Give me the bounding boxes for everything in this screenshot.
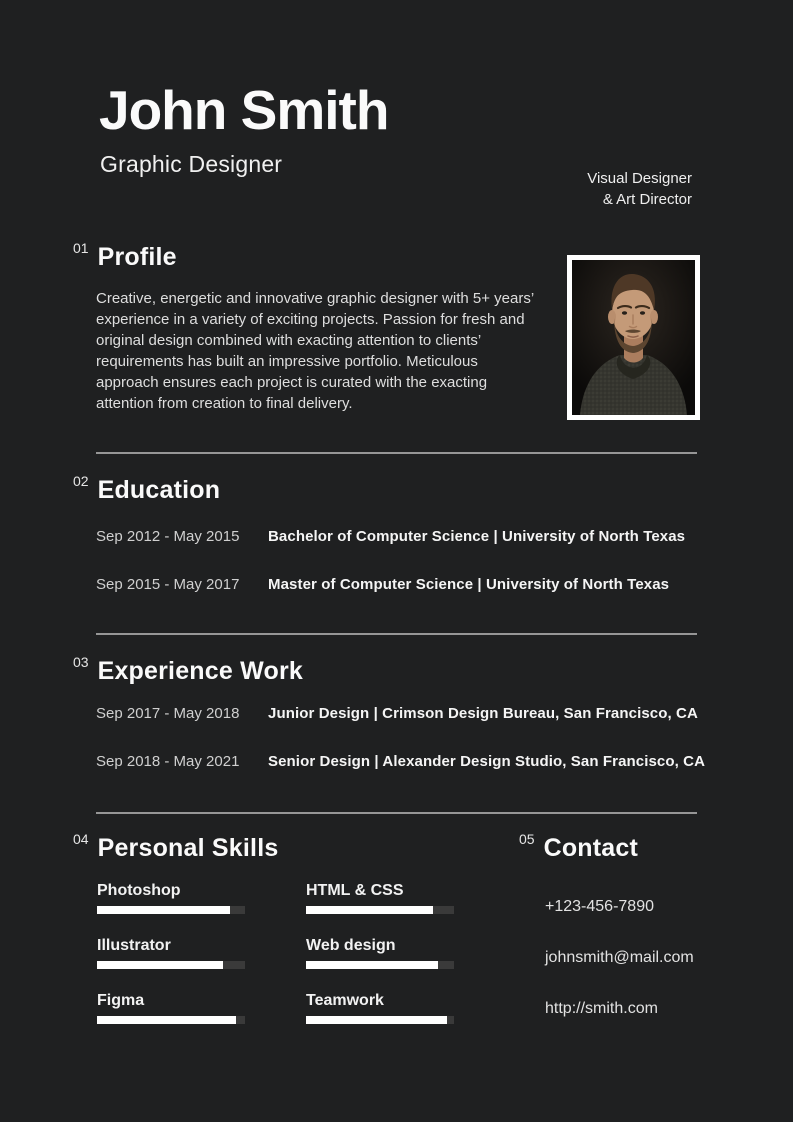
experience-detail: Senior Design | Alexander Design Studio, San Francisco, CA — [268, 753, 706, 770]
section-title: Contact — [543, 834, 639, 862]
education-rows — [96, 528, 685, 593]
skill-label: Figma — [97, 992, 145, 1009]
divider-line — [96, 633, 697, 635]
skill-item — [306, 992, 456, 1024]
header-right-tagline — [587, 168, 692, 210]
section-title: Profile — [97, 243, 177, 271]
contact-website: http://smith.com — [545, 1000, 658, 1017]
skill-item — [97, 992, 247, 1024]
experience-dates: Sep 2017 - May 2018 — [96, 705, 240, 722]
section-number: 01 — [73, 240, 89, 256]
skill-bar-fill — [306, 906, 433, 914]
skill-bar-fill — [306, 961, 438, 969]
education-dates: Sep 2012 - May 2015 — [96, 528, 240, 545]
contact-email: johnsmith@mail.com — [545, 949, 694, 966]
education-section-heading — [73, 473, 221, 505]
tagline-line1: Visual Designer — [587, 170, 692, 187]
experience-dates: Sep 2018 - May 2021 — [96, 753, 240, 770]
education-detail: Master of Computer Science | University of North Texas — [268, 576, 670, 593]
skill-bar-track — [306, 1016, 454, 1024]
skills-column-left — [97, 882, 247, 1047]
tagline-line2: & Art Director — [602, 191, 692, 208]
contact-phone: +123-456-7890 — [545, 898, 654, 915]
section-number: 05 — [519, 831, 535, 847]
skill-item — [306, 882, 456, 914]
skill-item — [97, 937, 247, 969]
skill-label: Illustrator — [97, 937, 171, 954]
skill-bar-fill — [97, 1016, 236, 1024]
portrait-photo — [572, 260, 695, 415]
experience-row — [96, 705, 705, 722]
skill-bar-fill — [306, 1016, 447, 1024]
experience-rows — [96, 705, 705, 770]
skill-bar-track — [306, 906, 454, 914]
skill-label: Teamwork — [306, 992, 384, 1009]
section-title: Experience Work — [97, 657, 303, 685]
section-number: 04 — [73, 831, 89, 847]
skill-label: Photoshop — [97, 882, 181, 899]
contact-list — [545, 898, 694, 1018]
experience-section-heading — [73, 654, 303, 686]
profile-summary-text: Creative, energetic and innovative graphic designer with 5+ years’ experience in a variety of exciting projects. Passion for fresh and original design combined with exacting attention to clients’ requirements has built an impressive portfolio. Meticulous approach ensures each project is curated with the exacting attention from creation to final delivery. — [96, 290, 534, 412]
contact-section-heading — [519, 831, 639, 863]
profile-section-heading — [73, 240, 177, 272]
skill-bar-track — [97, 906, 245, 914]
profile-photo-frame — [567, 255, 700, 420]
person-role: Graphic Designer — [100, 151, 283, 177]
section-title: Education — [97, 476, 221, 504]
section-number: 03 — [73, 654, 89, 670]
divider-line — [96, 452, 697, 454]
section-title: Personal Skills — [97, 834, 279, 862]
skill-bar-track — [306, 961, 454, 969]
skill-bar-track — [97, 1016, 245, 1024]
education-row — [96, 576, 685, 593]
education-detail: Bachelor of Computer Science | University of North Texas — [268, 528, 686, 545]
education-row — [96, 528, 685, 545]
education-dates: Sep 2015 - May 2017 — [96, 576, 240, 593]
skill-label: HTML & CSS — [306, 882, 404, 899]
skill-item — [97, 882, 247, 914]
skill-bar-track — [97, 961, 245, 969]
person-name: John Smith — [99, 79, 389, 141]
skills-section-heading — [73, 831, 279, 863]
skill-label: Web design — [306, 937, 396, 954]
skills-column-right — [306, 882, 456, 1047]
section-number: 02 — [73, 473, 89, 489]
skill-bar-fill — [97, 906, 230, 914]
divider-line — [96, 812, 697, 814]
skill-bar-fill — [97, 961, 223, 969]
experience-row — [96, 753, 705, 770]
skill-item — [306, 937, 456, 969]
experience-detail: Junior Design | Crimson Design Bureau, San Francisco, CA — [268, 705, 698, 722]
